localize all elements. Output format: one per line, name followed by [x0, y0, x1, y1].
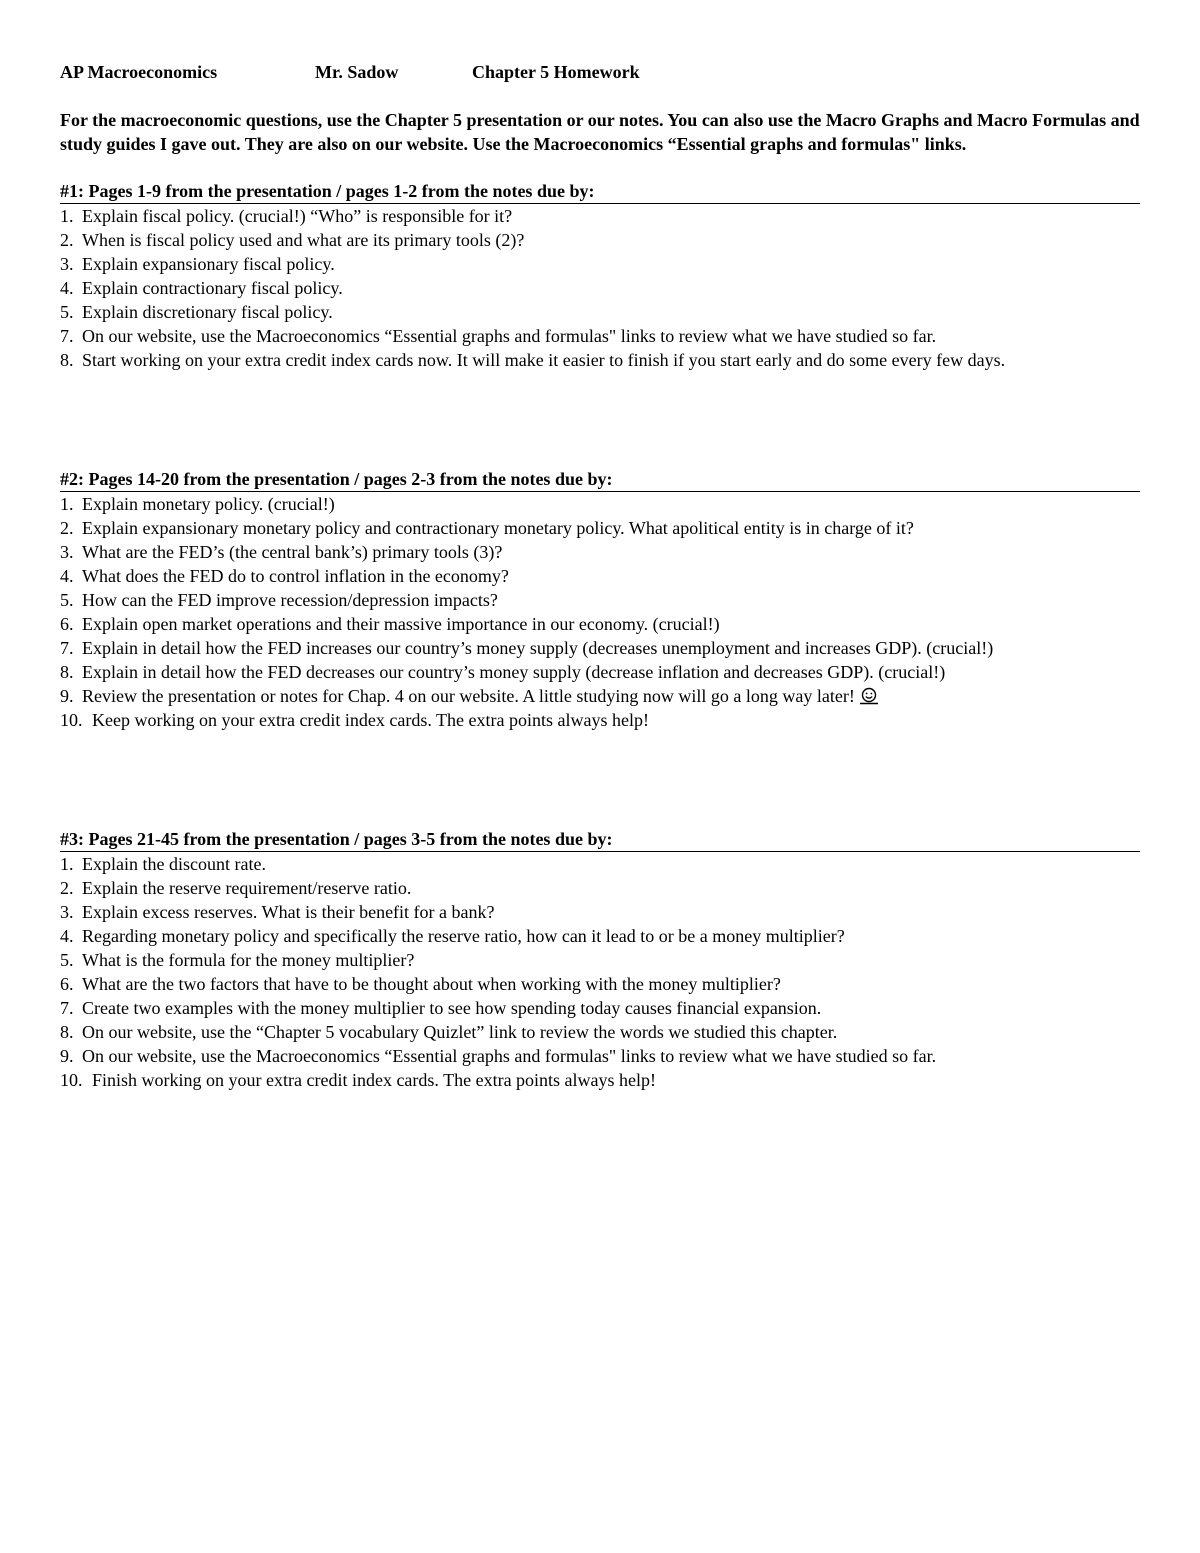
course-title: AP Macroeconomics: [60, 62, 218, 82]
question-number: 9.: [60, 1046, 74, 1066]
question-number: 7.: [60, 998, 74, 1018]
question-number: 4.: [60, 278, 74, 298]
question-item: [60, 1068, 1140, 1092]
question-text: Regarding monetary policy and specifically the reserve ratio, how can it lead to or be a money multiplier?: [82, 926, 845, 946]
question-number: 4.: [60, 566, 74, 586]
question-item: [60, 684, 1140, 708]
question-item: [60, 588, 1140, 612]
question-item: [60, 228, 1140, 252]
section-title: #1: Pages 1-9 from the presentation / pages 1-2 from the notes due by:: [60, 180, 1140, 204]
question-item: [60, 252, 1140, 276]
question-item: [60, 516, 1140, 540]
question-item: [60, 972, 1140, 996]
question-text: Create two examples with the money multiplier to see how spending today causes financial expansion.: [82, 998, 822, 1018]
question-text: Review the presentation or notes for Chap. 4 on our website. A little studying now will go a long way later!: [82, 686, 855, 706]
question-number: 2.: [60, 518, 74, 538]
question-number: 10.: [60, 710, 83, 730]
question-item: [60, 876, 1140, 900]
question-number: 4.: [60, 926, 74, 946]
assignment-section-3: [60, 828, 1140, 1092]
question-list: [60, 492, 1140, 732]
section-title: #3: Pages 21-45 from the presentation / pages 3-5 from the notes due by:: [60, 828, 1140, 852]
question-item: [60, 1020, 1140, 1044]
question-number: 8.: [60, 662, 74, 682]
question-item: [60, 540, 1140, 564]
question-item: [60, 996, 1140, 1020]
question-text: Start working on your extra credit index cards now. It will make it easier to finish if you start early and do some every few days.: [82, 350, 1006, 370]
question-item: [60, 900, 1140, 924]
question-item: [60, 924, 1140, 948]
question-item: [60, 852, 1140, 876]
question-text: On our website, use the Macroeconomics “Essential graphs and formulas" links to review what we have studied so far.: [82, 326, 937, 346]
section-title: #2: Pages 14-20 from the presentation / pages 2-3 from the notes due by:: [60, 468, 1140, 492]
question-number: 2.: [60, 878, 74, 898]
question-text: Explain excess reserves. What is their benefit for a bank?: [82, 902, 495, 922]
question-text: Keep working on your extra credit index cards. The extra points always help!: [92, 710, 649, 730]
question-item: [60, 636, 1140, 660]
question-text: Explain in detail how the FED decreases our country’s money supply (decrease inflation and decreases GDP). (crucial!): [82, 662, 946, 682]
question-number: 9.: [60, 686, 74, 706]
question-item: [60, 348, 1140, 372]
page-header: [60, 60, 1140, 84]
question-item: [60, 612, 1140, 636]
smiley-face-icon: [859, 687, 879, 705]
question-number: 6.: [60, 614, 74, 634]
question-number: 1.: [60, 494, 74, 514]
question-number: 3.: [60, 542, 74, 562]
question-text: Explain discretionary fiscal policy.: [82, 302, 333, 322]
question-item: [60, 948, 1140, 972]
question-number: 8.: [60, 350, 74, 370]
question-text: Explain the discount rate.: [82, 854, 266, 874]
question-text: On our website, use the “Chapter 5 vocabulary Quizlet” link to review the words we studied this chapter.: [82, 1022, 838, 1042]
question-item: [60, 1044, 1140, 1068]
question-text: What is the formula for the money multiplier?: [82, 950, 415, 970]
question-text: On our website, use the Macroeconomics “Essential graphs and formulas" links to review what we have studied so far.: [82, 1046, 937, 1066]
question-text: Explain expansionary fiscal policy.: [82, 254, 335, 274]
question-number: 1.: [60, 206, 74, 226]
question-item: [60, 708, 1140, 732]
question-text: When is fiscal policy used and what are its primary tools (2)?: [82, 230, 525, 250]
question-number: 1.: [60, 854, 74, 874]
question-text: Explain fiscal policy. (crucial!) “Who” is responsible for it?: [82, 206, 513, 226]
question-item: [60, 204, 1140, 228]
assignment-title: Chapter 5 Homework: [472, 62, 640, 82]
question-item: [60, 300, 1140, 324]
question-number: 5.: [60, 302, 74, 322]
question-item: [60, 564, 1140, 588]
question-number: 5.: [60, 950, 74, 970]
question-number: 10.: [60, 1070, 83, 1090]
assignment-section-2: [60, 468, 1140, 732]
question-item: [60, 324, 1140, 348]
question-text: Explain in detail how the FED increases our country’s money supply (decreases unemployment and increases GDP). (crucial!): [82, 638, 994, 658]
question-text: Explain monetary policy. (crucial!): [82, 494, 335, 514]
question-list: [60, 852, 1140, 1092]
question-text: Explain open market operations and their massive importance in our economy. (crucial!): [82, 614, 720, 634]
question-number: 2.: [60, 230, 74, 250]
instructions-paragraph: For the macroeconomic questions, use the Chapter 5 presentation or our notes. You can also use the Macro Graphs and Macro Formulas and study guides I gave out. They are also on our website. Use the Macroeconomics “Essential graphs and formulas" links.: [60, 110, 1140, 154]
question-number: 7.: [60, 638, 74, 658]
homework-page: [60, 60, 1140, 1092]
question-number: 5.: [60, 590, 74, 610]
question-number: 6.: [60, 974, 74, 994]
assignment-section-1: [60, 180, 1140, 372]
question-item: [60, 276, 1140, 300]
question-text: Explain expansionary monetary policy and contractionary monetary policy. What apolitical entity is in charge of it?: [82, 518, 914, 538]
question-text: What are the FED’s (the central bank’s) primary tools (3)?: [82, 542, 503, 562]
question-number: 8.: [60, 1022, 74, 1042]
question-text: What does the FED do to control inflation in the economy?: [82, 566, 509, 586]
question-number: 7.: [60, 326, 74, 346]
question-text: What are the two factors that have to be thought about when working with the money multiplier?: [82, 974, 781, 994]
teacher-name: Mr. Sadow: [315, 62, 399, 82]
question-list: [60, 204, 1140, 372]
question-text: Explain the reserve requirement/reserve ratio.: [82, 878, 412, 898]
question-number: 3.: [60, 254, 74, 274]
question-text: How can the FED improve recession/depression impacts?: [82, 590, 498, 610]
question-text: Finish working on your extra credit index cards. The extra points always help!: [92, 1070, 657, 1090]
question-text: Explain contractionary fiscal policy.: [82, 278, 343, 298]
question-item: [60, 660, 1140, 684]
question-item: [60, 492, 1140, 516]
question-number: 3.: [60, 902, 74, 922]
